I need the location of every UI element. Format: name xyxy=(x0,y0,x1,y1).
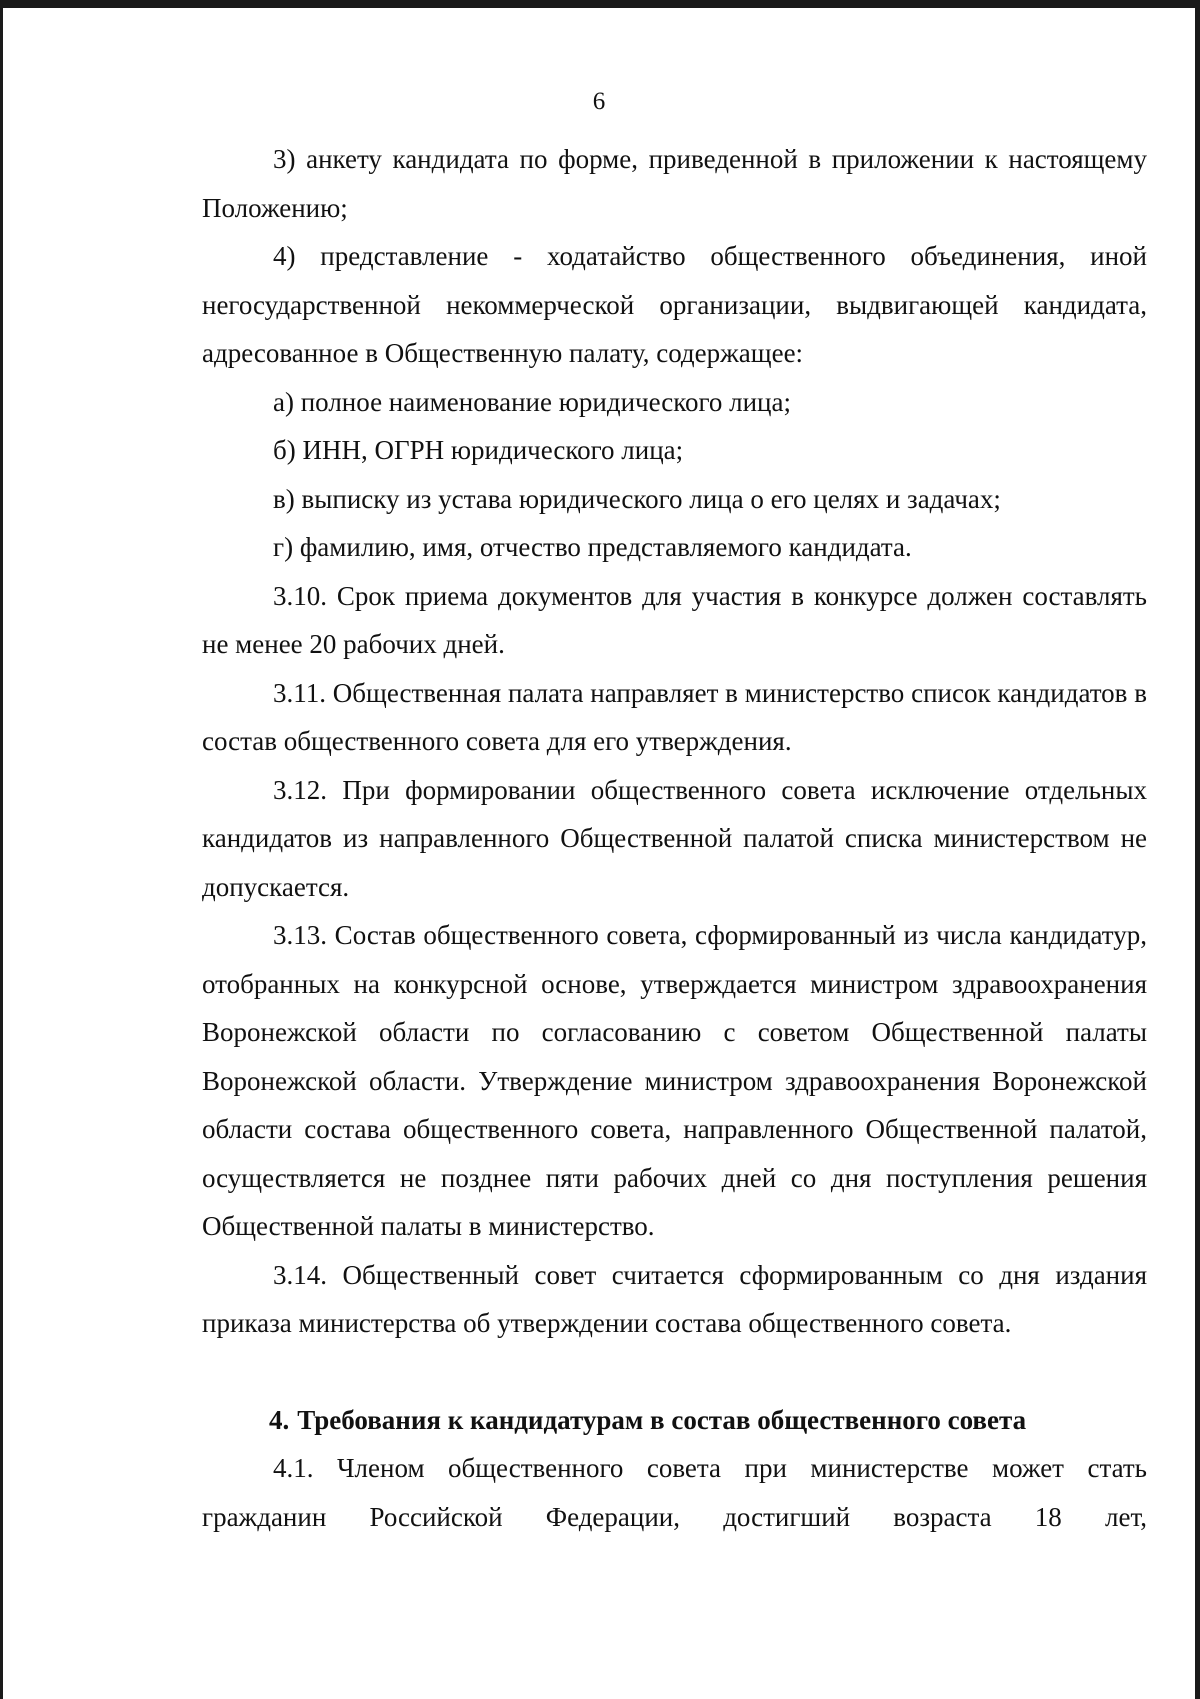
section-number: 4. xyxy=(269,1404,290,1435)
clause-3-11: 3.11. Общественная палата направляет в министерство список кандидатов в состав общественного совета для его утверждения. xyxy=(202,677,1147,756)
sub-item-v: в) выписку из устава юридического лица о его целях и задачах; xyxy=(273,483,1001,514)
clause-3-14: 3.14. Общественный совет считается сформированным со дня издания приказа министерства об утверждении состава общественного совета. xyxy=(202,1259,1147,1338)
clause-4-1: 4.1. Членом общественного совета при министерстве может стать гражданин Российской Федерации, достигший возраста 18 лет, xyxy=(202,1453,1147,1532)
clause-3-13: 3.13. Состав общественного совета, сформированный из числа кандидатур, отобранных на конкурсной основе, утверждается министром здравоохранения Воронежской области по согласованию с советом Общественной палаты Воронежской области. Утверждение министром здравоохранения Воронежской области состава общественного совета, направленного Общественной палатой, осуществляется не позднее пяти рабочих дней со дня поступления решения Общественной палаты в министерство. xyxy=(202,920,1147,1241)
list-item-4: 4) представление - ходатайство общественного объединения, иной негосударственной некоммерческой организации, выдвигающей кандидата, адресованное в Общественную палату, содержащее: xyxy=(202,241,1147,368)
clause-3-10: 3.10. Срок приема документов для участия в конкурсе должен составлять не менее 20 рабочих дней. xyxy=(202,580,1147,659)
document-body xyxy=(202,135,1147,1541)
page-number: 6 xyxy=(592,88,606,115)
sub-item-b: б) ИНН, ОГРН юридического лица; xyxy=(273,435,684,465)
clause-3-12: 3.12. При формировании общественного совета исключение отдельных кандидатов из направленного Общественной палатой списка министерством не допускается. xyxy=(202,774,1147,902)
list-item-3: 3) анкету кандидата по форме, приведенной в приложении к настоящему Положению; xyxy=(202,144,1147,223)
section-heading xyxy=(202,1396,1147,1445)
section-title: Требования к кандидатурам в состав общественного совета xyxy=(297,1404,1027,1435)
sub-item-a: а) полное наименование юридического лица; xyxy=(273,386,791,417)
sub-item-g: г) фамилию, имя, отчество представляемого кандидата. xyxy=(273,532,912,562)
